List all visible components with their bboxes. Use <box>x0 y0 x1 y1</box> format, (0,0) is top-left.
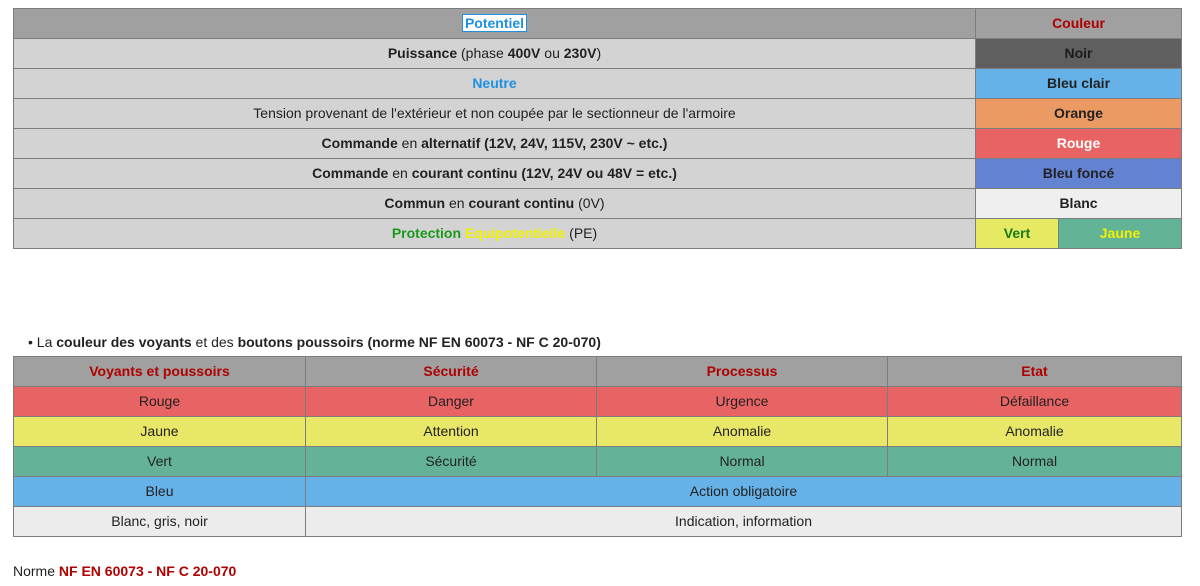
potential-color-table <box>13 8 1182 249</box>
table-row <box>14 159 1182 189</box>
table-header-row <box>14 9 1182 39</box>
table-row <box>14 129 1182 159</box>
color-cell-bleu-fonce: Bleu foncé <box>976 159 1182 189</box>
voyants-table <box>13 356 1182 537</box>
table-row <box>14 507 1182 537</box>
cell: Défaillance <box>888 387 1182 417</box>
table-row <box>14 39 1182 69</box>
potentiel-cell: Commande en alternatif (12V, 24V, 115V, 230V ~ etc.) <box>14 129 976 159</box>
table-header-row <box>14 357 1182 387</box>
cell: Indication, information <box>306 507 1182 537</box>
cell: Sécurité <box>306 447 597 477</box>
voyants-intro: • La couleur des voyants et des boutons poussoirs (norme NF EN 60073 - NF C 20-070) <box>28 334 601 350</box>
cell: Jaune <box>14 417 306 447</box>
table-row <box>14 69 1182 99</box>
header-potentiel <box>14 9 976 39</box>
table-row <box>14 477 1182 507</box>
potentiel-cell: Commun en courant continu (0V) <box>14 189 976 219</box>
header-securite: Sécurité <box>306 357 597 387</box>
cell: Normal <box>888 447 1182 477</box>
table-row <box>14 387 1182 417</box>
cell: Anomalie <box>597 417 888 447</box>
color-cell-vert: Vert <box>976 219 1059 249</box>
color-cell-orange: Orange <box>976 99 1182 129</box>
potentiel-cell: Commande en courant continu (12V, 24V ou 48V = etc.) <box>14 159 976 189</box>
potentiel-cell: Tension provenant de l'extérieur et non coupée par le sectionneur de l'armoire <box>14 99 976 129</box>
cell: Normal <box>597 447 888 477</box>
color-cell-rouge: Rouge <box>976 129 1182 159</box>
cell: Vert <box>14 447 306 477</box>
norme-note: Norme NF EN 60073 - NF C 20-070 <box>13 563 237 579</box>
bullet: • <box>28 334 33 350</box>
header-processus: Processus <box>597 357 888 387</box>
color-cell-noir: Noir <box>976 39 1182 69</box>
header-voyants: Voyants et poussoirs <box>14 357 306 387</box>
cell: Anomalie <box>888 417 1182 447</box>
header-potentiel-label: Potentiel <box>464 15 525 31</box>
cell: Rouge <box>14 387 306 417</box>
potentiel-cell: Protection Equipotentielle (PE) <box>14 219 976 249</box>
potentiel-cell: Neutre <box>14 69 976 99</box>
cell: Urgence <box>597 387 888 417</box>
potentiel-cell: Puissance (phase 400V ou 230V) <box>14 39 976 69</box>
cell: Action obligatoire <box>306 477 1182 507</box>
color-cell-jaune: Jaune <box>1059 219 1182 249</box>
cell: Blanc, gris, noir <box>14 507 306 537</box>
table-row <box>14 99 1182 129</box>
color-cell-bleu-clair: Bleu clair <box>976 69 1182 99</box>
color-cell-blanc: Blanc <box>976 189 1182 219</box>
table-row <box>14 417 1182 447</box>
header-couleur: Couleur <box>976 9 1182 39</box>
table-row <box>14 447 1182 477</box>
cell: Attention <box>306 417 597 447</box>
cell: Danger <box>306 387 597 417</box>
header-etat: Etat <box>888 357 1182 387</box>
cell: Bleu <box>14 477 306 507</box>
table-row <box>14 219 1182 249</box>
table-row <box>14 189 1182 219</box>
